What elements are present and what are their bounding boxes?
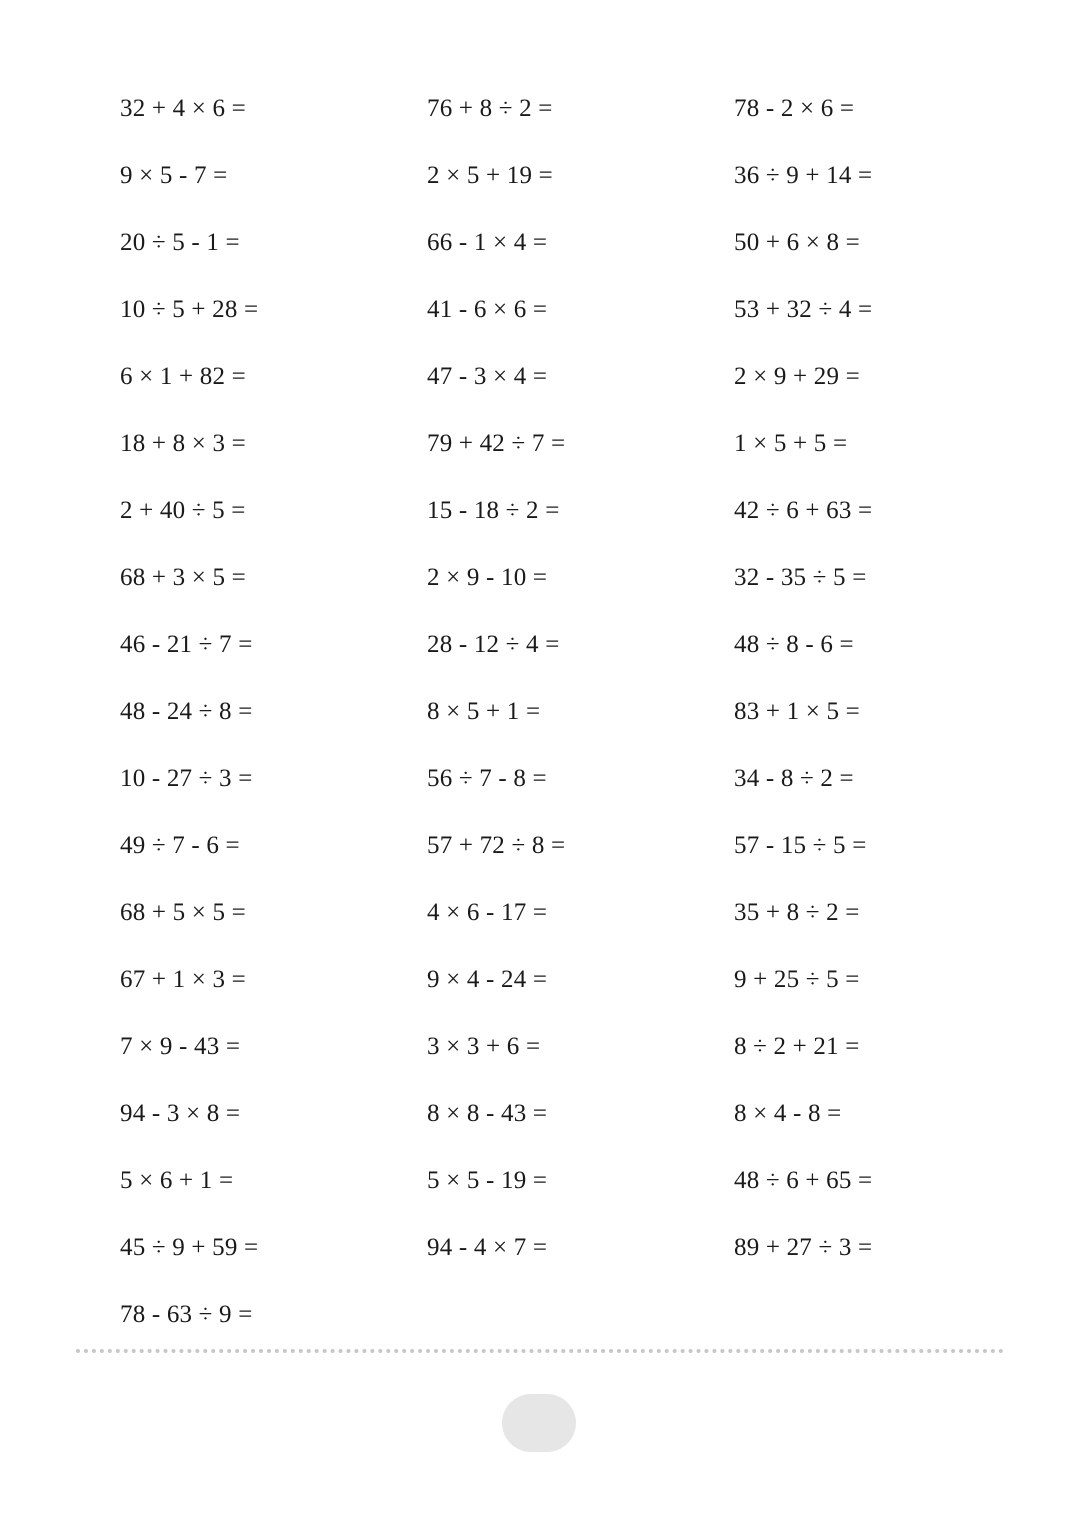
math-problem: 56 ÷ 7 - 8 = bbox=[427, 765, 547, 792]
page-number-badge bbox=[502, 1394, 576, 1452]
math-problem: 2 + 40 ÷ 5 = bbox=[120, 497, 246, 524]
math-problem: 20 ÷ 5 - 1 = bbox=[120, 229, 240, 256]
math-problem: 8 × 4 - 8 = bbox=[734, 1100, 842, 1127]
math-problem: 3 × 3 + 6 = bbox=[427, 1033, 541, 1060]
math-problem: 79 + 42 ÷ 7 = bbox=[427, 430, 566, 457]
math-problem: 46 - 21 ÷ 7 = bbox=[120, 631, 253, 658]
math-problem: 2 × 9 - 10 = bbox=[427, 564, 548, 591]
math-problem: 8 × 8 - 43 = bbox=[427, 1100, 548, 1127]
math-problem: 32 + 4 × 6 = bbox=[120, 95, 246, 122]
math-problem: 48 ÷ 8 - 6 = bbox=[734, 631, 854, 658]
math-problem: 4 × 6 - 17 = bbox=[427, 899, 548, 926]
math-problem: 48 ÷ 6 + 65 = bbox=[734, 1167, 873, 1194]
math-problem: 53 + 32 ÷ 4 = bbox=[734, 296, 873, 323]
math-problem: 34 - 8 ÷ 2 = bbox=[734, 765, 854, 792]
math-problem: 1 × 5 + 5 = bbox=[734, 430, 848, 457]
math-problem: 68 + 5 × 5 = bbox=[120, 899, 246, 926]
math-problem: 57 + 72 ÷ 8 = bbox=[427, 832, 566, 859]
math-problem: 41 - 6 × 6 = bbox=[427, 296, 548, 323]
math-problem: 2 × 9 + 29 = bbox=[734, 363, 860, 390]
math-problem: 18 + 8 × 3 = bbox=[120, 430, 246, 457]
math-problem: 76 + 8 ÷ 2 = bbox=[427, 95, 553, 122]
math-problem: 10 - 27 ÷ 3 = bbox=[120, 765, 253, 792]
math-problem: 9 × 4 - 24 = bbox=[427, 966, 548, 993]
math-problem: 28 - 12 ÷ 4 = bbox=[427, 631, 560, 658]
math-problem: 83 + 1 × 5 = bbox=[734, 698, 860, 725]
math-problem: 89 + 27 ÷ 3 = bbox=[734, 1234, 873, 1261]
math-problem: 36 ÷ 9 + 14 = bbox=[734, 162, 873, 189]
math-problem: 7 × 9 - 43 = bbox=[120, 1033, 241, 1060]
math-problem: 67 + 1 × 3 = bbox=[120, 966, 246, 993]
math-problem: 6 × 1 + 82 = bbox=[120, 363, 246, 390]
math-problem: 9 × 5 - 7 = bbox=[120, 162, 228, 189]
math-problem: 47 - 3 × 4 = bbox=[427, 363, 548, 390]
math-problem: 10 ÷ 5 + 28 = bbox=[120, 296, 259, 323]
math-problem: 15 - 18 ÷ 2 = bbox=[427, 497, 560, 524]
math-problem: 50 + 6 × 8 = bbox=[734, 229, 860, 256]
dotted-divider bbox=[76, 1349, 1004, 1353]
math-problem: 94 - 4 × 7 = bbox=[427, 1234, 548, 1261]
math-problem: 5 × 5 - 19 = bbox=[427, 1167, 548, 1194]
math-problem: 57 - 15 ÷ 5 = bbox=[734, 832, 867, 859]
math-problem: 35 + 8 ÷ 2 = bbox=[734, 899, 860, 926]
math-problem: 66 - 1 × 4 = bbox=[427, 229, 548, 256]
math-problem: 49 ÷ 7 - 6 = bbox=[120, 832, 240, 859]
math-problem: 8 ÷ 2 + 21 = bbox=[734, 1033, 860, 1060]
math-problem: 32 - 35 ÷ 5 = bbox=[734, 564, 867, 591]
math-problem: 48 - 24 ÷ 8 = bbox=[120, 698, 253, 725]
math-problem: 9 + 25 ÷ 5 = bbox=[734, 966, 860, 993]
math-problem: 2 × 5 + 19 = bbox=[427, 162, 553, 189]
math-problem: 78 - 63 ÷ 9 = bbox=[120, 1301, 253, 1328]
math-problem: 45 ÷ 9 + 59 = bbox=[120, 1234, 259, 1261]
math-problem: 68 + 3 × 5 = bbox=[120, 564, 246, 591]
math-problem: 42 ÷ 6 + 63 = bbox=[734, 497, 873, 524]
math-problem: 8 × 5 + 1 = bbox=[427, 698, 541, 725]
math-problem: 78 - 2 × 6 = bbox=[734, 95, 855, 122]
math-problem: 5 × 6 + 1 = bbox=[120, 1167, 234, 1194]
math-problem: 94 - 3 × 8 = bbox=[120, 1100, 241, 1127]
problem-grid bbox=[120, 88, 1020, 1361]
